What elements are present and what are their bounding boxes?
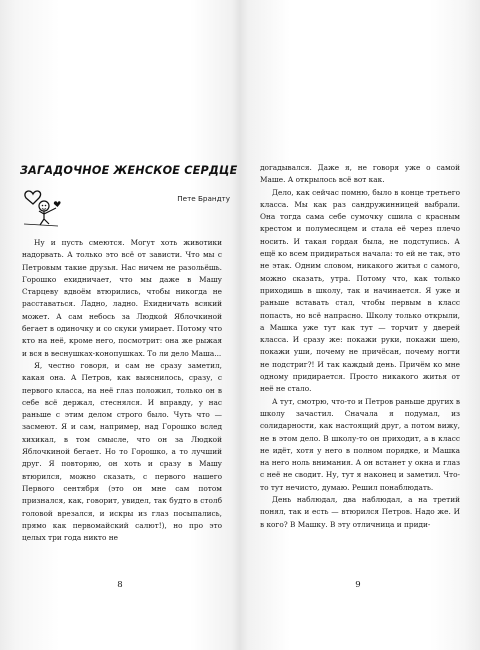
paragraph: догадывался. Даже я, не говоря уже о самой Маше. А открылось всё вот как. bbox=[260, 163, 460, 185]
paragraph: Дело, как сейчас помню, было в конце третьего класса. Мы как раз сандружинницей выбрали. Она тогда сама себе сумочку сшила с красным крестом и полумесяцем и стала её через плечо носить. И такая гордая была, не подступись. А ещё ко всем придираться начала: то ей не так, это не этак. Одним словом, никакого житья с самого, можно сказать, утра. Потому что, как только приходишь в школу, так и начинается. Я уже и раньше вставать стал, чтобы первым в класс попасть, но всё напрасно. Школу только открыли, а Машка уже тут как тут — торчит у дверей класса. И сразу же: покажи руки, покажи шею, покажи уши, почему не причёсан, почему ногти не подстриг?! И так каждый день. Причём ко мне одному придирается. Просто никакого житья от неё не стало. bbox=[260, 187, 460, 394]
paragraph: Ну и пусть смеются. Могут хоть животики надорвать. А только это всё от зависти. Что мы с Петровым такие друзья. Нас ничем не разольёшь. Горошко ехидничает, что мы даже в Машу Старцеву вдвоём втюрились, чтобы никогда не расставаться. Ладно, ладно. Ехидничать всякий может. А сам небось за Людкой Яблочкиной бегает в одиночку и со скуки умирает. Потому что кто на неё, кроме него, посмотрит: она же рыжая и вся в веснушках-конопушках. То ли дело Маша... bbox=[22, 238, 222, 358]
chapter-heading bbox=[20, 164, 238, 236]
dedication: Пете Брандту bbox=[177, 194, 230, 203]
doodle-illustration bbox=[20, 184, 62, 228]
chapter-title: ЗАГАДОЧНОЕ ЖЕНСКОЕ СЕРДЦЕ bbox=[20, 164, 238, 177]
paragraph: День наблюдал, два наблюдал, а на третий понял, так и есть — втюрился Петров. Надо же. И в кого? В Машку. В эту отличница и приди- bbox=[260, 495, 460, 529]
left-page-text bbox=[22, 237, 222, 544]
paragraph: А тут, смотрю, что-то и Петров раньше других в школу зачастил. Сначала я подумал, из солидарности, как настоящий друг, а потом вижу, не в этом дело. В школу-то он приходит, а в класс не идёт, хотя у него в полном порядке, и Машка на него ноль внимания. А он встанет у окна и глаз с неё не сводит. Ну, тут я наконец и заметил. Что-то тут нечисто, думаю. Решил понаблюдать. bbox=[260, 396, 460, 492]
paragraph: Я, честно говоря, и сам не сразу заметил, какая она. А Петров, как выяснилось, сразу, с первого класса, на неё глаз положил, только он в себе всё держал, стеснялся. И вправду, у нас раньше с этим делом строго было. Чуть что — засмеют. Я и сам, например, над Горошко вслед хихикал, в том смысле, что он за Людкой Яблочкиной бегает. Но то Горошко, а то лучший друг. Я повторяю, он хоть и сразу в Машу втюрился, можно сказать, с первого нашего Первого сентября (это он мне сам потом признался, как, говорит, увидел, так будто в столб головой врезался, и искры из глаз посыпались, прямо как первомайский салют!), но про это целых три года никто не bbox=[22, 360, 222, 543]
page-number: 9 bbox=[355, 580, 361, 590]
page-number: 8 bbox=[117, 580, 123, 590]
right-page bbox=[240, 0, 480, 650]
right-page-text bbox=[260, 162, 460, 531]
